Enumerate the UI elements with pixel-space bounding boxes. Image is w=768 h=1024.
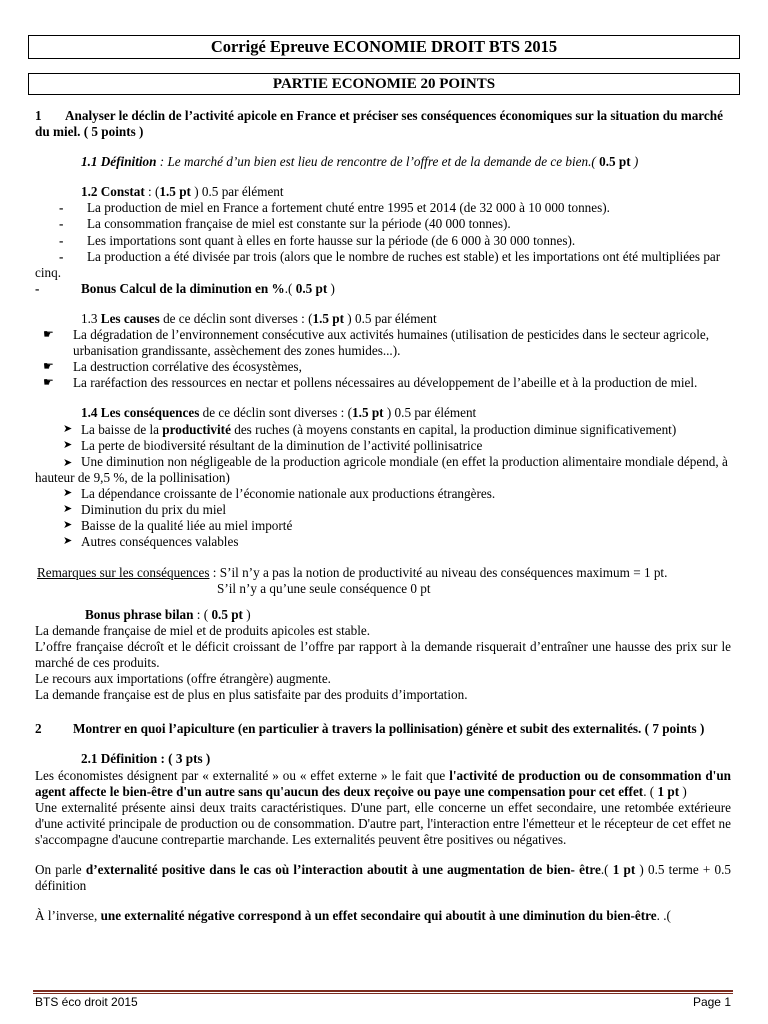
paragraph: Les économistes désignent par « externalité » ou « effet externe » le fait que l'activité de production ou de consommation d'un agent affecte le bien-être d'un autre sans qu'aucun des deux reçoive ou paye une compensation pour cet effet. ( 1 pt ) xyxy=(35,767,731,799)
arrow-bullet-icon: ➤ xyxy=(63,422,73,435)
page-content xyxy=(35,108,731,924)
remarks-line-2: S’il n’y a qu’une seule conséquence 0 pt xyxy=(217,580,431,596)
question-text: Montrer en quoi l’apiculture (en particulier à travers la pollinisation) génère et subit des externalités. ( 7 points ) xyxy=(73,721,705,737)
part-heading: PARTIE ECONOMIE 20 POINTS xyxy=(28,73,740,95)
list-item: - La consommation française de miel est constante sur la période (40 000 tonnes). xyxy=(59,216,511,232)
bonus-calcul: - Bonus Calcul de la diminution en %.( 0.5 pt ) xyxy=(35,280,335,296)
list-item: - Les importations sont quant à elles en forte hausse sur la période (de 6 000 à 30 000 tonnes). xyxy=(59,232,576,248)
list-item: - La production de miel en France a fortement chuté entre 1995 et 2014 (de 32 000 à 10 000 tonnes). xyxy=(59,200,610,216)
footer xyxy=(35,995,731,1010)
bilan-line: La demande française de miel et de produits apicoles est stable. xyxy=(35,622,371,638)
list-item: ➤ Une diminution non négligeable de la production agricole mondiale (en effet la production alimentaire mondiale dépend, à hauteur de 9,5 %, de la pollinisation) xyxy=(35,453,728,486)
list-item: ➤ Diminution du prix du miel xyxy=(63,502,227,518)
list-item: ➤ La perte de biodiversité résultant de la diminution de l’activité pollinisatrice xyxy=(63,437,483,453)
causes-heading: 1.3 Les causes de ce déclin sont diverses : (1.5 pt ) 0.5 par élément xyxy=(81,310,437,326)
constat-heading: 1.2 Constat : (1.5 pt ) 0.5 par élément xyxy=(81,184,284,200)
page-number: Page 1 xyxy=(692,995,731,1009)
list-item: ➤ Autres conséquences valables xyxy=(63,534,239,550)
paragraph: On parle d’externalité positive dans le cas où l’interaction aboutit à une augmentation de bien- être.( 1 pt ) 0.5 terme + 0.5 définition xyxy=(35,861,731,894)
arrow-bullet-icon: ➤ xyxy=(63,487,73,500)
definition-1-1: 1.1 Définition : Le marché d’un bien est lieu de rencontre de l’offre et de la demande de ce bien.( 0.5 pt ) xyxy=(81,154,639,170)
footer-left: BTS éco droit 2015 xyxy=(35,995,138,1009)
list-item: ☛ La dégradation de l’environnement consécutive aux activités humaines (utilisation de pesticides dans le secteur agricole, urbanisation grandissante, assèchement des zones humides...). xyxy=(43,327,710,359)
arrow-bullet-icon: ➤ xyxy=(63,519,73,532)
remarks: Remarques sur les conséquences : S’il n’y a pas la notion de productivité au niveau des conséquences maximum = 1 pt. xyxy=(37,564,668,580)
paragraph: Une externalité présente ainsi deux traits caractéristiques. D'une part, elle concerne un effet secondaire, une retombée extérieure d'une activité principale de production ou de consommation. D'autre part, l'interaction entre l'émetteur et le récepteur de cet effet ne s'accompagne d'aucune contrepartie marchande. Les externalités peuvent être positives ou négatives. xyxy=(35,799,731,847)
arrow-bullet-icon: ➤ xyxy=(63,535,73,548)
question-1 xyxy=(35,108,731,140)
list-item: ➤ Baisse de la qualité liée au miel importé xyxy=(63,518,293,534)
consequences-heading: 1.4 Les conséquences de ce déclin sont diverses : (1.5 pt ) 0.5 par élément xyxy=(81,405,477,421)
pointing-hand-icon: ☛ xyxy=(43,359,54,374)
list-item: ➤ La baisse de la productivité des ruches (à moyens constants en capital, la production diminue significativement) xyxy=(63,421,677,437)
arrow-bullet-icon: ➤ xyxy=(63,438,73,451)
footer-rule-thin xyxy=(33,993,733,994)
list-item: ☛ La destruction corrélative des écosystèmes, xyxy=(43,359,302,375)
question-text: Analyser le déclin de l’activité apicole en France et préciser ses conséquences économiques sur la situation du marché du miel. ( 5 points ) xyxy=(35,108,723,140)
list-item: ☛ La raréfaction des ressources en nectar et pollens nécessaires au développement de l’abeille et à la production de miel. xyxy=(43,375,698,391)
footer-rule xyxy=(33,990,733,992)
pointing-hand-icon: ☛ xyxy=(43,375,54,390)
question-2 xyxy=(35,721,731,737)
question-number: 1 xyxy=(35,108,42,123)
arrow-bullet-icon: ➤ xyxy=(63,456,73,469)
list-item: - La production a été divisée par trois (alors que le nombre de ruches est stable) et les importations ont été multipliées par cinq. xyxy=(35,248,721,280)
arrow-bullet-icon: ➤ xyxy=(63,503,73,516)
list-item: ➤ La dépendance croissante de l’économie nationale aux productions étrangères. xyxy=(63,486,496,502)
definition-2-1-heading: 2.1 Définition : ( 3 pts ) xyxy=(81,751,211,767)
document-title: Corrigé Epreuve ECONOMIE DROIT BTS 2015 xyxy=(28,35,740,59)
paragraph: À l’inverse, une externalité négative correspond à un effet secondaire qui aboutit à une diminution du bien-être. .( xyxy=(35,908,671,924)
question-number: 2 xyxy=(35,721,42,737)
bilan-line: La demande française est de plus en plus satisfaite par des produits d’importation. xyxy=(35,687,468,703)
bonus-bilan-heading: Bonus phrase bilan : ( 0.5 pt ) xyxy=(85,606,251,622)
pointing-hand-icon: ☛ xyxy=(43,327,54,342)
bilan-line: Le recours aux importations (offre étrangère) augmente. xyxy=(35,671,331,687)
bilan-line: L’offre française décroît et le déficit croissant de l’offre par rapport à la demande risquerait d’entraîner une hausse des prix sur le marché de ces produits. xyxy=(35,638,731,671)
